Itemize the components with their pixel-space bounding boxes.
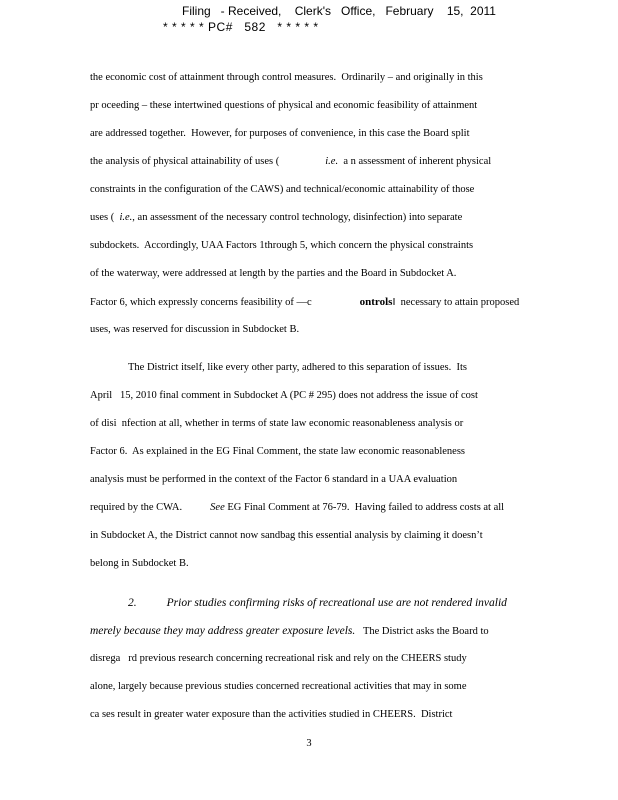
section-heading: [128, 597, 507, 609]
text-run: uses (: [90, 212, 120, 223]
body-line: The District itself, like every other party, adhered to this separation of issues. Its: [128, 362, 468, 373]
body-line: [90, 156, 491, 168]
body-line: [90, 212, 462, 224]
body-line: of disi nfection at all, whether in terms of state law economic reasonableness analysis or: [90, 418, 464, 429]
text-run: the analysis of physical attainability of uses (: [90, 156, 280, 167]
body-line: of the waterway, were addressed at length by the parties and the Board in Subdocket A.: [90, 268, 457, 279]
body-line: pr oceeding – these intertwined questions of physical and economic feasibility of attainment: [90, 100, 478, 111]
section-number: 2.: [128, 597, 137, 609]
body-line: the economic cost of attainment through control measures. Ordinarily – and originally in this: [90, 72, 483, 83]
body-line: analysis must be performed in the context of the Factor 6 standard in a UAA evaluation: [90, 474, 458, 485]
body-line: [90, 502, 504, 514]
text-run: The District asks the Board to: [355, 626, 489, 637]
body-line: April 15, 2010 final comment in Subdocket A (PC # 295) does not address the issue of cost: [90, 390, 478, 401]
body-line: disrega rd previous research concerning recreational risk and rely on the CHEERS study: [90, 653, 467, 664]
body-line: [90, 625, 489, 638]
text-run: required by the CWA.: [90, 502, 183, 513]
page-number: 3: [306, 738, 312, 749]
body-line: in Subdocket A, the District cannot now sandbag this essential analysis by claiming it doesn’t: [90, 530, 483, 541]
filing-stamp-line: Filing - Received, Clerk's Office, February 15, 2011: [182, 4, 496, 18]
body-line: belong in Subdocket B.: [90, 558, 189, 569]
text-run: EG Final Comment at 76-79. Having failed to address costs at all: [224, 502, 505, 513]
text-run: a n assessment of inherent physical: [338, 156, 492, 167]
body-line: alone, largely because previous studies concerned recreational activities that may in some: [90, 681, 467, 692]
body-line: subdockets. Accordingly, UAA Factors 1through 5, which concern the physical constraints: [90, 240, 474, 251]
text-run: ‖ necessary to attain proposed: [392, 297, 520, 308]
body-line: Factor 6. As explained in the EG Final Comment, the state law economic reasonableness: [90, 446, 465, 457]
heading-text: Prior studies confirming risks of recreational use are not rendered invalid: [166, 597, 507, 609]
heading-text: merely because they may address greater exposure levels.: [90, 625, 356, 637]
body-line: [90, 296, 519, 309]
body-line: are addressed together. However, for purposes of convenience, in this case the Board split: [90, 128, 470, 139]
text-run: Factor 6, which expressly concerns feasibility of —c: [90, 297, 312, 308]
body-line: ca ses result in greater water exposure than the activities studied in CHEERS. District: [90, 709, 453, 720]
body-line: constraints in the configuration of the CAWS) and technical/economic attainability of those: [90, 184, 475, 195]
body-line: uses, was reserved for discussion in Subdocket B.: [90, 324, 300, 335]
italic-see: See: [210, 502, 225, 513]
text-run: , an assessment of the necessary control technology, disinfection) into separate: [132, 212, 463, 223]
italic-ie: i.e.: [325, 156, 339, 167]
pc-number-line: * * * * * PC# 582 * * * * *: [163, 20, 319, 34]
bold-controls: ontrols: [359, 296, 393, 308]
italic-ie: i.e.: [119, 212, 133, 223]
